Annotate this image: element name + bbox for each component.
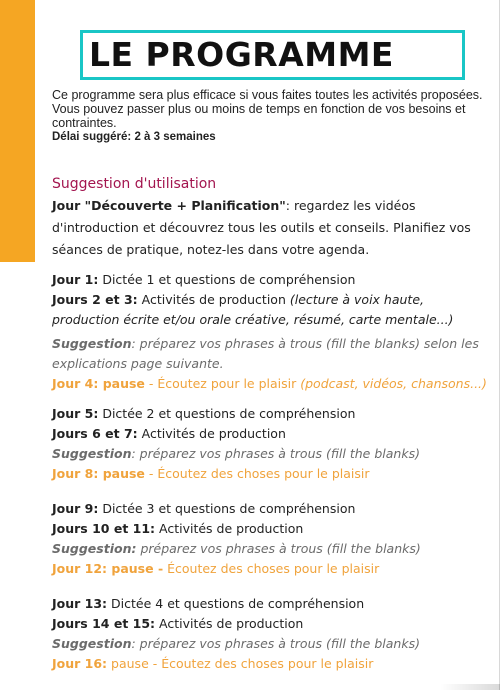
pause-line <box>52 559 492 579</box>
day-line <box>52 290 492 330</box>
pause-text: - Écoutez pour le plaisir <box>144 376 301 391</box>
day-text: Activités de production <box>137 292 290 307</box>
pause-label: Jour 16: <box>52 656 108 671</box>
pause-detail: (podcast, vidéos, chansons...) <box>300 376 487 391</box>
day-label: Jours 2 et 3: <box>52 292 138 307</box>
usage-lead: Jour "Découverte + Planification" <box>52 198 286 213</box>
suggested-delay: Délai suggéré: 2 à 3 semaines <box>52 131 216 143</box>
suggestion-text: : préparez vos phrases à trous (fill the blanks) selon les explications page suivante. <box>52 336 479 371</box>
pause-label: Jour 8: pause <box>52 466 145 481</box>
day-text: Activités de production <box>137 426 286 441</box>
schedule-block-3 <box>52 499 492 579</box>
pause-label: Jour 12: pause - <box>52 561 164 576</box>
usage-paragraph <box>52 195 492 261</box>
suggestion-label: Suggestion <box>52 446 132 461</box>
suggestion-line <box>52 334 492 374</box>
pause-label: Jour 4: pause <box>52 376 145 391</box>
title-box <box>80 30 465 80</box>
suggestion-line <box>52 539 492 559</box>
day-line <box>52 594 492 614</box>
day-line <box>52 614 492 634</box>
page-corner-shadow <box>440 684 500 690</box>
day-text: Dictée 4 et questions de compréhension <box>107 596 365 611</box>
suggestion-line <box>52 444 492 464</box>
suggestion-label: Suggestion <box>52 636 132 651</box>
section-heading: Suggestion d'utilisation <box>52 176 217 192</box>
usage-text: : regardez les vidéos d'introduction et découvrez tous les outils et conseils. Planifiez vos séances de pratique, notez-les dans votre agenda. <box>52 198 471 257</box>
pause-text: Écoutez des choses pour le plaisir <box>163 561 380 576</box>
pause-text: - Écoutez des choses pour le plaisir <box>144 466 370 481</box>
day-detail: (lecture à voix haute, production écrite et/ou orale créative, résumé, carte mentale...) <box>52 292 454 327</box>
day-label: Jour 5: <box>52 406 99 421</box>
day-text: Activités de production <box>155 616 304 631</box>
day-label: Jours 14 et 15: <box>52 616 156 631</box>
day-line <box>52 404 492 424</box>
pause-text: pause - Écoutez des choses pour le plaisir <box>107 656 374 671</box>
suggestion-label: Suggestion <box>52 336 132 351</box>
schedule-block-4 <box>52 594 492 674</box>
day-text: Dictée 2 et questions de compréhension <box>98 406 356 421</box>
day-line <box>52 424 492 444</box>
day-label: Jours 10 et 11: <box>52 521 156 536</box>
pause-line <box>52 464 492 484</box>
schedule-block-1 <box>52 270 492 394</box>
suggestion-label: Suggestion: <box>52 541 137 556</box>
suggestion-text: : préparez vos phrases à trous (fill the blanks) <box>131 636 420 651</box>
suggestion-text: : préparez vos phrases à trous (fill the blanks) <box>131 446 420 461</box>
day-text: Dictée 1 et questions de compréhension <box>98 272 356 287</box>
page-title: LE PROGRAMME <box>89 35 394 74</box>
day-text: Dictée 3 et questions de compréhension <box>98 501 356 516</box>
intro-text: Ce programme sera plus efficace si vous faites toutes les activités proposées. Vous pouvez passer plus ou moins de temps en fonction de vos besoins et contraintes. <box>52 88 483 130</box>
schedule-block-2 <box>52 404 492 484</box>
day-label: Jour 13: <box>52 596 108 611</box>
pause-line <box>52 374 492 394</box>
day-label: Jour 1: <box>52 272 99 287</box>
day-line <box>52 499 492 519</box>
suggestion-line <box>52 634 492 654</box>
accent-bar <box>0 0 35 262</box>
day-label: Jour 9: <box>52 501 99 516</box>
day-line <box>52 270 492 290</box>
day-line <box>52 519 492 539</box>
suggestion-text: préparez vos phrases à trous (fill the blanks) <box>136 541 421 556</box>
pause-line <box>52 654 492 674</box>
intro <box>52 88 492 144</box>
day-text: Activités de production <box>155 521 304 536</box>
day-label: Jours 6 et 7: <box>52 426 138 441</box>
